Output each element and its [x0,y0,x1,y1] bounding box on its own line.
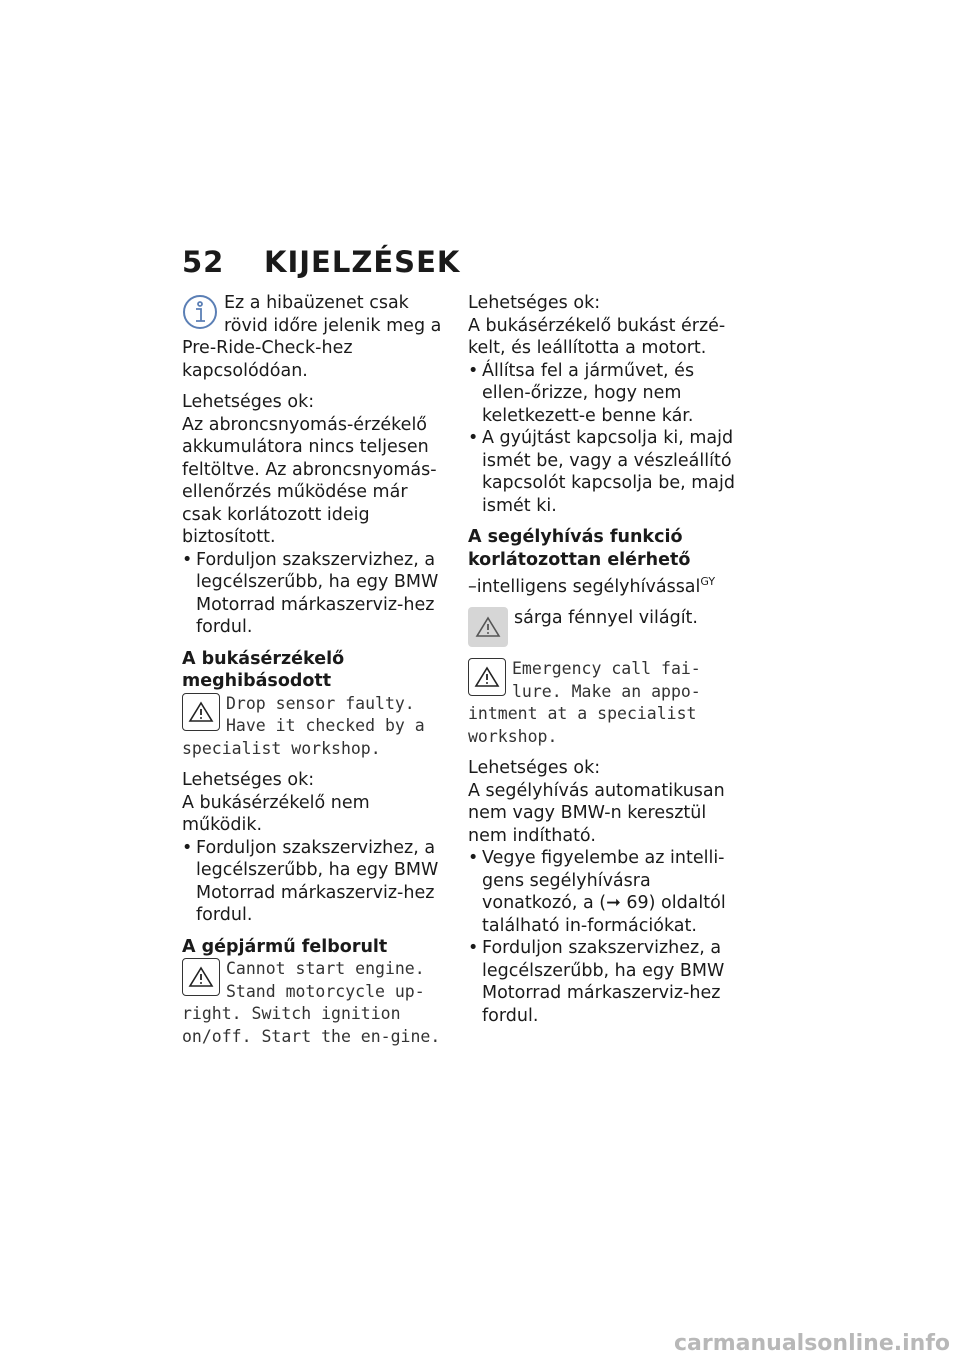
section-heading: A segélyhívás funkció korlátozottan elérhető [468,527,691,570]
section-subheading [468,571,740,598]
region-superscript: GY [700,575,716,588]
cause-text: A bukásérzékelő nem működik. [182,792,370,835]
section-heading: A bukásérzékelő meghibásodott [182,648,345,691]
lamp-text: sárga fénnyel világít. [514,608,698,629]
warning-lamp-icon [468,607,508,647]
cause-text: A segélyhívás automatikusan nem vagy BMW-n keresztül nem indítható. [468,780,725,846]
bullet-text: Vegye figyelembe az intelli-gens segélyhívásra vonatkozó, a ( [482,848,725,914]
bullet-item: • Forduljon szakszervizhez, a legcélszerűbb, ha egy BMW Motorrad márkaszerviz-hez fordul. [468,937,740,1027]
bullet-item [468,847,740,937]
cause-label: Lehetséges ok: [182,770,315,790]
cause-text: A bukásérzékelő bukást érzé-kelt, és leállította a motort. [468,315,726,358]
cause-label: Lehetséges ok: [182,392,315,412]
page-number: 52 [182,245,225,279]
arrow-ref-icon: ➞ [606,893,627,914]
right-column [468,292,740,1027]
display-message: Drop sensor faulty. Have it checked by a specialist workshop. [182,693,425,758]
warning-triangle-icon [182,693,220,731]
left-column [182,292,450,1048]
page-ref[interactable]: 69 [626,893,649,914]
section-heading: A gépjármű felborult [182,936,388,957]
cause-text: Az abroncsnyomás-érzékelő akkumulátora nincs teljesen feltöltve. Az abroncsnyomás-ellenőrzés működése már csak korlátozott ideig biztosított. [182,414,437,547]
display-message: Cannot start engine. Stand motorcycle up-right. Switch ignition on/off. Start the en-gine. [182,959,441,1046]
page-title: KIJELZÉSEK [264,245,461,279]
info-icon [182,294,218,330]
bullet-item: • A gyújtást kapcsolja ki, majd ismét be, vagy a vészleállító kapcsolót kapcsolja be, majd ismét ki. [468,427,740,517]
watermark: carmanualsonline.info [674,1331,950,1356]
info-text: Ez a hibaüzenet csak rövid időre jelenik meg a Pre-Ride-Check-hez kapcsolódóan. [182,293,442,381]
subheading-text: –intelligens segélyhívással [468,576,701,597]
bullet-text: ) oldaltól található in-formációkat. [482,893,726,936]
cause-label: Lehetséges ok: [468,293,601,313]
bullet-item: • Forduljon szakszervizhez, a legcélszerűbb, ha egy BMW Motorrad márkaszerviz-hez fordul. [182,837,450,927]
bullet-item: • Forduljon szakszervizhez, a legcélszerűbb, ha egy BMW Motorrad márkaszerviz-hez fordul. [182,549,450,639]
cause-label: Lehetséges ok: [468,758,601,779]
display-message: Emergency call fai-lure. Make an appo-intment at a specialist workshop. [468,659,701,746]
page-header [182,245,460,279]
warning-triangle-icon [468,658,506,696]
bullet-item: • Állítsa fel a járművet, és ellen-őrizze, hogy nem keletkezett-e benne kár. [468,360,740,428]
warning-triangle-icon [182,958,220,996]
